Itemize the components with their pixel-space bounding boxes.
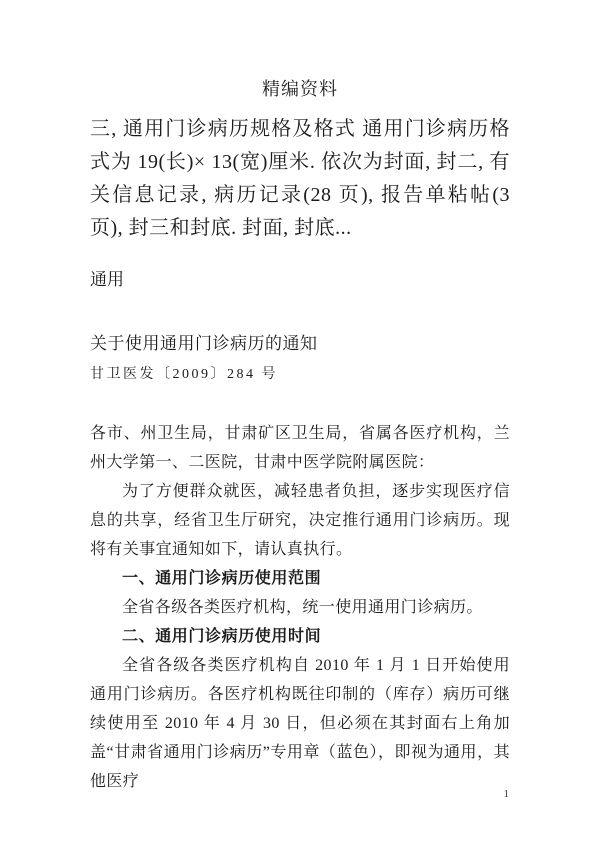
document-title: 关于使用通用门诊病历的通知 (90, 334, 318, 353)
section-heading-scope: 一、通用门诊病历使用范围 (122, 570, 322, 587)
section-body-time: 全省各级各类医疗机构自 2010 年 1 月 1 日开始使用通用门诊病历。各医疗机构既往印制的（库存）病历可继续使用至 2010 年 4 月 30 日，但必须在其封面右上角加盖“甘肃省通用门诊病历”专用章（蓝色），即视为通用，其他医疗 (90, 657, 510, 790)
category-label: 通用 (90, 270, 124, 289)
summary-paragraph: 三, 通用门诊病历规格及格式 通用门诊病历格式为 19(长)× 13(宽)厘米. 依次为封面, 封二, 有关信息记录, 病历记录(28 页), 报告单粘帖(3 页), 封三和封底. 封面, 封底... (90, 118, 510, 239)
intro-paragraph: 为了方便群众就医，减轻患者负担，逐步实现医疗信息的共享，经省卫生厅研究，决定推行通用门诊病历。现将有关事宜通知如下，请认真执行。 (90, 483, 510, 558)
document-number: 甘卫医发〔2009〕284 号 (90, 367, 278, 382)
section-heading-time: 二、通用门诊病历使用时间 (122, 628, 322, 645)
page-number: 1 (503, 788, 509, 800)
section-body-scope: 全省各级各类医疗机构，统一使用通用门诊病历。 (122, 599, 483, 616)
document-body (90, 419, 510, 796)
salutation-paragraph: 各市、州卫生局，甘肃矿区卫生局，省属各医疗机构，兰州大学第一、二医院，甘肃中医学院附属医院： (90, 425, 510, 471)
page-header-title: 精编资料 (262, 79, 338, 99)
